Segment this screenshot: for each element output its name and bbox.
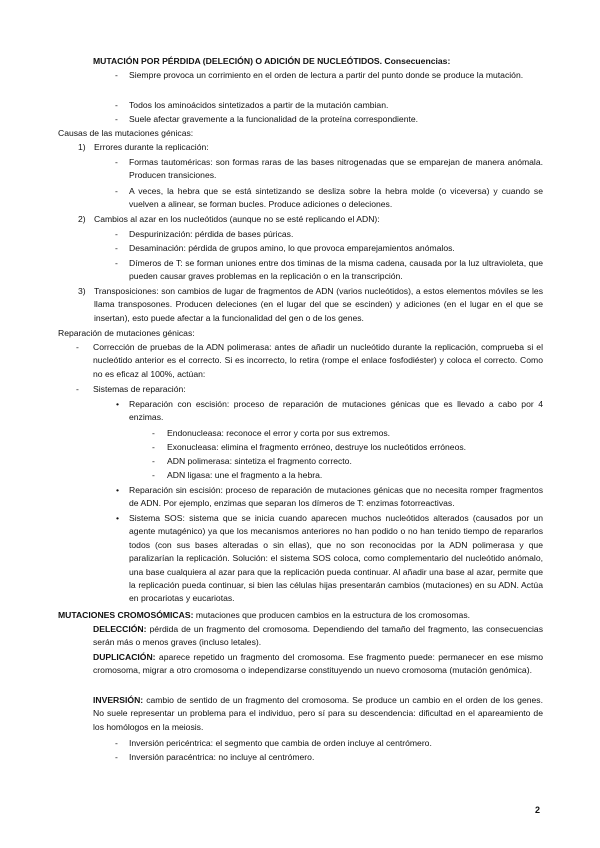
- duplicacion-text: aparece repetido un fragmento del cromosoma. Ese fragmento puede: permanecer en ese mismo cromosoma, migrar a otro cromosoma o independizarse constituyendo un nuevo cromosoma (mutación genómica).: [93, 652, 543, 676]
- inversion-item: Inversión paracéntrica: no incluye al centrómero.: [129, 752, 315, 762]
- enzima-item: ADN polimerasa: sintetiza el fragmento correcto.: [167, 456, 352, 466]
- dash-marker: -: [115, 229, 118, 239]
- cromosomicas-label: MUTACIONES CROMOSÓMICAS:: [58, 610, 194, 620]
- dash-marker: -: [115, 738, 118, 748]
- consecuencia-item: Todos los aminoácidos sintetizados a partir de la mutación cambian.: [129, 100, 389, 110]
- dash-marker: -: [115, 100, 118, 110]
- causa-subitem: Despurinización: pérdida de bases púricas.: [129, 229, 294, 239]
- page-number: 2: [535, 805, 541, 815]
- causa-text: Cambios al azar en los nucleótidos (aunque no se esté replicando el ADN):: [94, 214, 380, 224]
- causa-text: Errores durante la replicación:: [94, 142, 209, 152]
- causa-subitem: Formas tautoméricas: son formas raras de las bases nitrogenadas que se emparejan de manera anómala. Producen transiciones.: [129, 157, 543, 181]
- list-number: 3): [78, 286, 86, 296]
- reparacion-heading: Reparación de mutaciones génicas:: [58, 328, 195, 338]
- enzima-item: ADN ligasa: une el fragmento a la hebra.: [167, 470, 323, 480]
- dash-marker: -: [115, 114, 118, 124]
- cromosomicas-text: mutaciones que producen cambios en la estructura de los cromosomas.: [193, 610, 471, 620]
- dash-marker: -: [115, 258, 118, 268]
- reparacion-escision: Reparación con escisión: proceso de reparación de mutaciones génicas que es llevado a cabo por 4 enzimas.: [129, 399, 543, 423]
- enzima-item: Exonucleasa: elimina el fragmento erróneo, destruye los nucleótidos erróneos.: [167, 442, 467, 452]
- bullet-marker: •: [116, 513, 120, 523]
- inversion-text: cambio de sentido de un fragmento del cromosoma. Se produce un cambio en el orden de los genes. No suele representar un problema para el individuo, pero sí para su descendencia: dificultad en el apareamiento de los homólogos en la meiosis.: [93, 695, 543, 732]
- list-number: 1): [78, 142, 86, 152]
- correccion-text: Corrección de pruebas de la ADN polimerasa: antes de añadir un nucleótido durante la replicación, comprueba si el nucleótido anterior es el correcto. Si es incorrecto, lo retira (rompe el enlace fosfodiéster) y coloca el correcto. Como no es eficaz al 100%, actúan:: [93, 342, 543, 379]
- consecuencia-item: Siempre provoca un corrimiento en el orden de lectura a partir del punto donde se produce la mutación.: [129, 70, 524, 80]
- dash-marker: -: [76, 384, 79, 394]
- bullet-marker: •: [116, 485, 120, 495]
- delecion-text: pérdida de un fragmento del cromosoma. Dependiendo del tamaño del fragmento, las consecuencias serán más o menos graves (incluso letales).: [93, 624, 543, 648]
- dash-marker: -: [115, 752, 118, 762]
- dash-marker: -: [115, 157, 118, 167]
- dash-marker: -: [115, 70, 118, 80]
- causas-heading: Causas de las mutaciones génicas:: [58, 128, 194, 138]
- inversion-paragraph: [93, 694, 543, 734]
- causa-subitem: Dímeros de T: se forman uniones entre dos timinas de la misma cadena, causada por la luz ultravioleta, que pueden causar graves problemas en la replicación o en la transcripción.: [129, 258, 543, 282]
- consecuencia-item: Suele afectar gravemente a la funcionalidad de la proteína correspondiente.: [129, 114, 419, 124]
- causa-text: Transposiciones: son cambios de lugar de fragmentos de ADN (varios nucleótidos), a estos elementos móviles se les llama transposones. Producen deleciones (en el lugar del que se escinden) y adiciones (en el lugar en el que se insertan), esto puede afectar a la funcionalidad del gen o de los genes.: [94, 286, 543, 323]
- dash-marker: -: [152, 470, 155, 480]
- causa-subitem: Desaminación: pérdida de grupos amino, lo que provoca emparejamientos anómalos.: [129, 243, 455, 253]
- bullet-marker: •: [116, 399, 120, 409]
- inversion-label: INVERSIÓN:: [93, 695, 144, 705]
- sistema-sos: Sistema SOS: sistema que se inicia cuando aparecen muchos nucleótidos alterados (causados por un agente mutagénico) ya que los mecanismos anteriores no han podido o no han tenido tiempo de repararlos todos (con sus bases alteradas o sin ellas), que no son reconocidas por la ADN polimerasa y que paralizarían la replicación. Solución: el sistema SOS coloca, como complementario del nucleótido anómalo, una base cualquiera al azar para que la replicación pueda continuar. Al añadir una base al azar, permite que la replicación pueda continuar, si bien las células hijas presentarán cambios (mutaciones) en su ADN. Actúa en procariotas y eucariotas.: [129, 513, 543, 604]
- list-number: 2): [78, 214, 86, 224]
- causa-subitem: A veces, la hebra que se está sintetizando se desliza sobre la hebra molde (o viceversa) y cuando se vuelven a alinear, se forman bucles. Produce adiciones o deleciones.: [129, 186, 543, 210]
- reparacion-sin-escision: Reparación sin escisión: proceso de reparación de mutaciones génicas que no necesita romper fragmentos de ADN. Por ejemplo, enzimas que separan los dímeros de T: enzimas fotorreactivas.: [129, 485, 543, 509]
- enzima-item: Endonucleasa: reconoce el error y corta por sus extremos.: [167, 428, 391, 438]
- inversion-item: Inversión pericéntrica: el segmento que cambia de orden incluye al centrómero.: [129, 738, 432, 748]
- sistemas-heading: Sistemas de reparación:: [93, 384, 186, 394]
- delecion-label: DELECCIÓN:: [93, 624, 147, 634]
- cromosomicas-line: [58, 609, 548, 622]
- duplicacion-paragraph: [93, 651, 543, 678]
- delecion-paragraph: [93, 623, 543, 650]
- dash-marker: -: [152, 442, 155, 452]
- dash-marker: -: [152, 428, 155, 438]
- duplicacion-label: DUPLICACIÓN:: [93, 652, 156, 662]
- section-heading-mutacion: MUTACIÓN POR PÉRDIDA (DELECIÓN) O ADICIÓN DE NUCLEÓTIDOS. Consecuencias:: [93, 56, 451, 66]
- dash-marker: -: [152, 456, 155, 466]
- dash-marker: -: [76, 342, 79, 352]
- dash-marker: -: [115, 186, 118, 196]
- dash-marker: -: [115, 243, 118, 253]
